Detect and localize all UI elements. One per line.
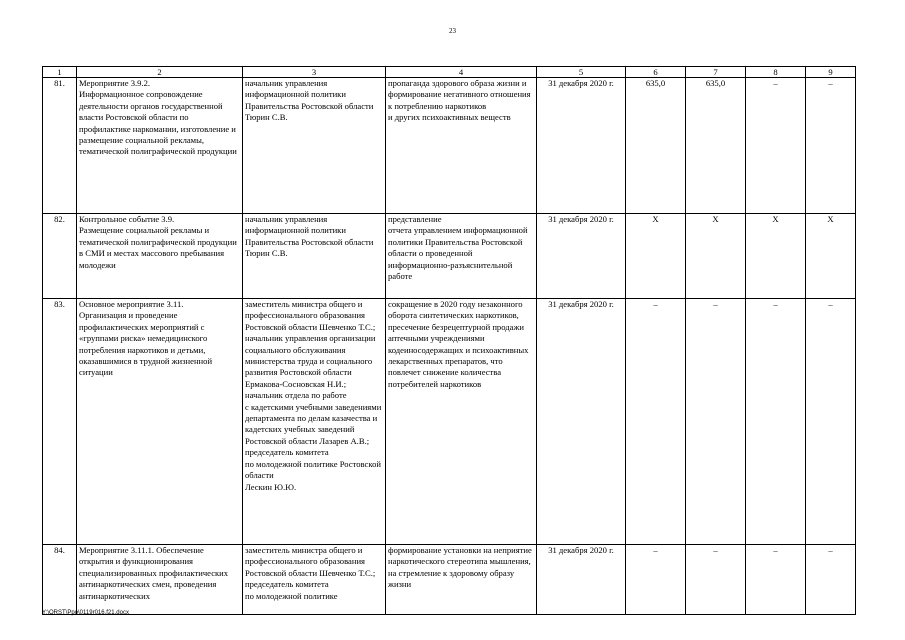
header-cell: 7 [686, 67, 746, 78]
value-cell: – [806, 545, 856, 615]
value-cell: – [626, 299, 686, 545]
row-number: 82. [43, 214, 77, 299]
event-cell: Мероприятие 3.9.2. Информационное сопровождение деятельности органов государственной власти Ростовской области по профилактике наркомании, изготовление и размещение социальной рекламы, тематической полиграфической продукции [77, 78, 243, 214]
header-cell: 1 [43, 67, 77, 78]
value-cell: Х [686, 214, 746, 299]
result-cell: пропаганда здорового образа жизни и формирование негативного отношения к потреблению наркотиков и других психоактивных веществ [386, 78, 537, 214]
date-cell: 31 декабря 2020 г. [537, 214, 626, 299]
header-cell: 8 [746, 67, 806, 78]
responsible-cell: заместитель министра общего и профессионального образования Ростовской области Шевченко Т.С.; начальник управления организации социального обслуживания министерства труда и социального развития Ростовской области Ермакова-Сосновская Н.И.; начальник отдела по работе с кадетскими учебными заведениями департамента по делам казачества и кадетских учебных заведений Ростовской области Лазарев А.В.; председатель комитета по молодежной политике Ростовской области Лескин Ю.Ю. [243, 299, 386, 545]
header-cell: 3 [243, 67, 386, 78]
date-cell: 31 декабря 2020 г. [537, 545, 626, 615]
responsible-cell: заместитель министра общего и профессионального образования Ростовской области Шевченко Т.С.; председатель комитета по молодежной политике [243, 545, 386, 615]
date-cell: 31 декабря 2020 г. [537, 299, 626, 545]
plan-table [42, 66, 856, 615]
row-number: 84. [43, 545, 77, 615]
table-row [43, 78, 856, 214]
page-number: 23 [449, 27, 456, 35]
value-cell: – [686, 299, 746, 545]
value-cell: – [686, 545, 746, 615]
result-cell: представление отчета управлением информационной политики Правительства Ростовской области о проведенной информационно-разъяснительной работе [386, 214, 537, 299]
result-cell: сокращение в 2020 году незаконного оборота синтетических наркотиков, пресечение безрецептурной продажи аптечными учреждениями кодеиносодержащих и психоактивных лекарственных препаратов, что повлечет снижение количества потребителей наркотиков [386, 299, 537, 545]
responsible-cell: начальник управления информационной политики Правительства Ростовской области Тюрин С.В. [243, 78, 386, 214]
value-cell: – [806, 299, 856, 545]
value-cell: – [746, 299, 806, 545]
row-number: 81. [43, 78, 77, 214]
date-cell: 31 декабря 2020 г. [537, 78, 626, 214]
value-cell: 635,0 [686, 78, 746, 214]
value-cell: Х [806, 214, 856, 299]
value-cell: – [746, 545, 806, 615]
value-cell: – [626, 545, 686, 615]
value-cell: 635,0 [626, 78, 686, 214]
event-cell: Контрольное событие 3.9. Размещение социальной рекламы и тематической полиграфической продукции в СМИ и местах массового пребывания молодежи [77, 214, 243, 299]
row-number: 83. [43, 299, 77, 545]
table-row [43, 214, 856, 299]
header-cell: 4 [386, 67, 537, 78]
table-row [43, 299, 856, 545]
header-row [43, 67, 856, 78]
value-cell: – [806, 78, 856, 214]
responsible-cell: начальник управления информационной политики Правительства Ростовской области Тюрин С.В. [243, 214, 386, 299]
document-path-footer: Y:\ORST\Ppo\0119r016.f21.docx [42, 610, 129, 616]
value-cell: Х [746, 214, 806, 299]
event-cell: Основное мероприятие 3.11. Организация и проведение профилактических мероприятий с «группами риска» немедицинского потребления наркотиков и детьми, оказавшимися в трудной жизненной ситуации [77, 299, 243, 545]
result-cell: формирование установки на неприятие наркотического стереотипа мышления, на стремление к здоровому образу жизни [386, 545, 537, 615]
header-cell: 6 [626, 67, 686, 78]
event-cell: Мероприятие 3.11.1. Обеспечение открытия и функционирования специализированных профилактических антинаркотических смен, проведения антинаркотических [77, 545, 243, 615]
header-cell: 5 [537, 67, 626, 78]
value-cell: – [746, 78, 806, 214]
header-cell: 2 [77, 67, 243, 78]
table-row [43, 545, 856, 615]
header-cell: 9 [806, 67, 856, 78]
value-cell: Х [626, 214, 686, 299]
